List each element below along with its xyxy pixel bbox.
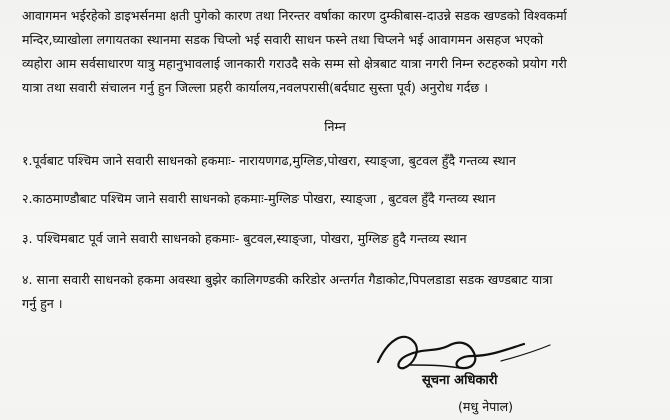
intro-line-4: यात्रा तथा सवारी संचालन गर्नु हुन जिल्ला प्रहरी कार्यालय,नवलपरासी(बर्दघाट सुस्ता पूर्व) अनुरोध गर्दछ । <box>22 80 489 95</box>
route-item-4-line-1: ४. साना सवारी साधनको हकमा अवस्था बुझेर कालिगण्डकी करिडोर अन्तर्गत गैडाकोट,पिपलडाडा सडक खण्डबाट यात्रा <box>22 272 553 287</box>
route-item-4 <box>22 268 662 316</box>
intro-line-1: आवागमन भईरहेको डाइभर्सनमा क्षती पुगेको कारण तथा निरन्तर वर्षाका कारण दुम्कीबास-दाउन्ने सडक खण्डको विश्वकर्मा <box>22 8 567 23</box>
signature-block <box>356 322 606 420</box>
signatory-name: (मधु नेपाल) <box>458 399 514 414</box>
intro-line-2: मन्दिर,घ्याखोला लगायतका स्थानमा सडक चिप्लो भई सवारी साधन फस्ने तथा चिप्लने भई आवागमन असहज भएको <box>22 32 544 47</box>
signatory-title: सूचना अधिकारी <box>422 373 498 388</box>
notice-intro-paragraph <box>22 4 662 100</box>
route-item-1: १.पूर्वबाट पश्चिम जाने सवारी साधनको हकमाः- नारायणगढ,मुग्लिङ,पोखरा, स्याङ्जा, बुटवल हुँदै गन्तव्य स्थान <box>22 153 516 168</box>
route-item-4-line-2: गर्नु हुन । <box>22 296 63 311</box>
section-heading: निम्न <box>324 119 346 134</box>
intro-line-3: व्यहोरा आम सर्वसाधारण यात्रु महानुभावलाई जानकारी गराउदै सके सम्म सो क्षेत्रबाट यात्रा नगरी निम्न रुटहरुको प्रयोग गरी <box>22 56 567 71</box>
route-item-3: ३. पश्चिमबाट पूर्व जाने सवारी साधनको हकमाः- बुटवल,स्याङ्जा, पोखरा, मुग्लिङ हुदै गन्तव्य स्थान <box>22 231 467 246</box>
route-item-2: २.काठमाण्डौबाट पश्चिम जाने सवारी साधनको हकमाः-मुग्लिङ पोखरा, स्याङ्जा , बुटवल हुँदै गन्तव्य स्थान <box>22 191 496 206</box>
